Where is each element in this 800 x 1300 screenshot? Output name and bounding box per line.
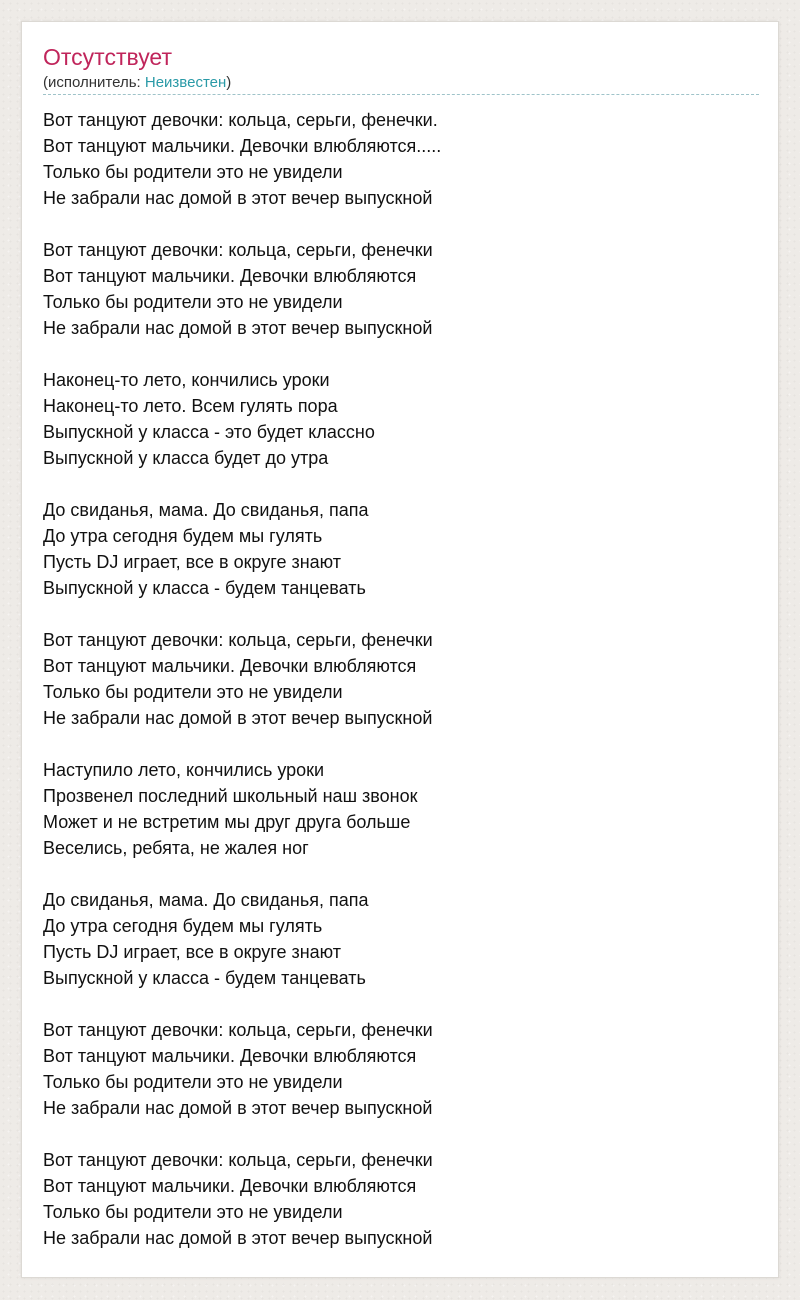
- song-header: [43, 42, 759, 95]
- lyrics-stanza: [43, 757, 757, 861]
- artist-suffix: ): [226, 74, 232, 91]
- lyrics-line: Вот танцуют девочки: кольца, серьги, фенечки: [43, 1020, 433, 1040]
- song-title: Отсутствует: [43, 44, 172, 70]
- lyrics-body: [43, 107, 757, 1251]
- lyrics-line: До свиданья, мама. До свиданья, папа: [43, 500, 369, 520]
- lyrics-line: Вот танцуют мальчики. Девочки влюбляются: [43, 656, 417, 676]
- lyrics-card: [21, 21, 779, 1278]
- lyrics-line: Выпускной у класса - будем танцевать: [43, 578, 366, 598]
- lyrics-line: Не забрали нас домой в этот вечер выпускной: [43, 318, 433, 338]
- lyrics-stanza: [43, 107, 757, 211]
- lyrics-line: Не забрали нас домой в этот вечер выпускной: [43, 188, 433, 208]
- lyrics-line: Только бы родители это не увидели: [43, 1202, 343, 1222]
- lyrics-line: До утра сегодня будем мы гулять: [43, 916, 323, 936]
- lyrics-stanza: [43, 627, 757, 731]
- lyrics-line: Вот танцуют девочки: кольца, серьги, фенечки: [43, 240, 433, 260]
- lyrics-line: Не забрали нас домой в этот вечер выпускной: [43, 1228, 433, 1248]
- lyrics-line: Только бы родители это не увидели: [43, 1072, 343, 1092]
- lyrics-stanza: [43, 367, 757, 471]
- lyrics-line: Только бы родители это не увидели: [43, 162, 343, 182]
- lyrics-line: До свиданья, мама. До свиданья, папа: [43, 890, 369, 910]
- lyrics-line: Вот танцуют девочки: кольца, серьги, фенечки: [43, 1150, 433, 1170]
- lyrics-line: Вот танцуют мальчики. Девочки влюбляются.....: [43, 136, 442, 156]
- lyrics-line: Наконец-то лето, кончились уроки: [43, 370, 330, 390]
- lyrics-line: Выпускной у класса - будем танцевать: [43, 968, 366, 988]
- lyrics-line: До утра сегодня будем мы гулять: [43, 526, 323, 546]
- lyrics-line: Только бы родители это не увидели: [43, 292, 343, 312]
- lyrics-stanza: [43, 887, 757, 991]
- lyrics-line: Выпускной у класса будет до утра: [43, 448, 329, 468]
- lyrics-stanza: [43, 1017, 757, 1121]
- artist-link[interactable]: Неизвестен: [144, 74, 227, 91]
- lyrics-line: Вот танцуют мальчики. Девочки влюбляются: [43, 1046, 417, 1066]
- lyrics-line: Вот танцуют девочки: кольца, серьги, фенечки: [43, 630, 433, 650]
- lyrics-line: Пусть DJ играет, все в округе знают: [43, 942, 342, 962]
- artist-prefix: (исполнитель:: [43, 74, 145, 91]
- lyrics-line: Может и не встретим мы друг друга больше: [43, 812, 411, 832]
- lyrics-line: Выпускной у класса - это будет классно: [43, 422, 375, 442]
- lyrics-line: Вот танцуют мальчики. Девочки влюбляются: [43, 1176, 417, 1196]
- lyrics-line: Наконец-то лето. Всем гулять пора: [43, 396, 338, 416]
- lyrics-stanza: [43, 497, 757, 601]
- artist-line: [43, 73, 759, 92]
- lyrics-line: Вот танцуют мальчики. Девочки влюбляются: [43, 266, 417, 286]
- lyrics-line: Только бы родители это не увидели: [43, 682, 343, 702]
- lyrics-stanza: [43, 237, 757, 341]
- lyrics-line: Прозвенел последний школьный наш звонок: [43, 786, 418, 806]
- lyrics-line: Вот танцуют девочки: кольца, серьги, фенечки.: [43, 110, 438, 130]
- lyrics-line: Не забрали нас домой в этот вечер выпускной: [43, 708, 433, 728]
- lyrics-line: Веселись, ребята, не жалея ног: [43, 838, 309, 858]
- lyrics-line: Наступило лето, кончились уроки: [43, 760, 325, 780]
- lyrics-stanza: [43, 1147, 757, 1251]
- lyrics-line: Пусть DJ играет, все в округе знают: [43, 552, 342, 572]
- lyrics-line: Не забрали нас домой в этот вечер выпускной: [43, 1098, 433, 1118]
